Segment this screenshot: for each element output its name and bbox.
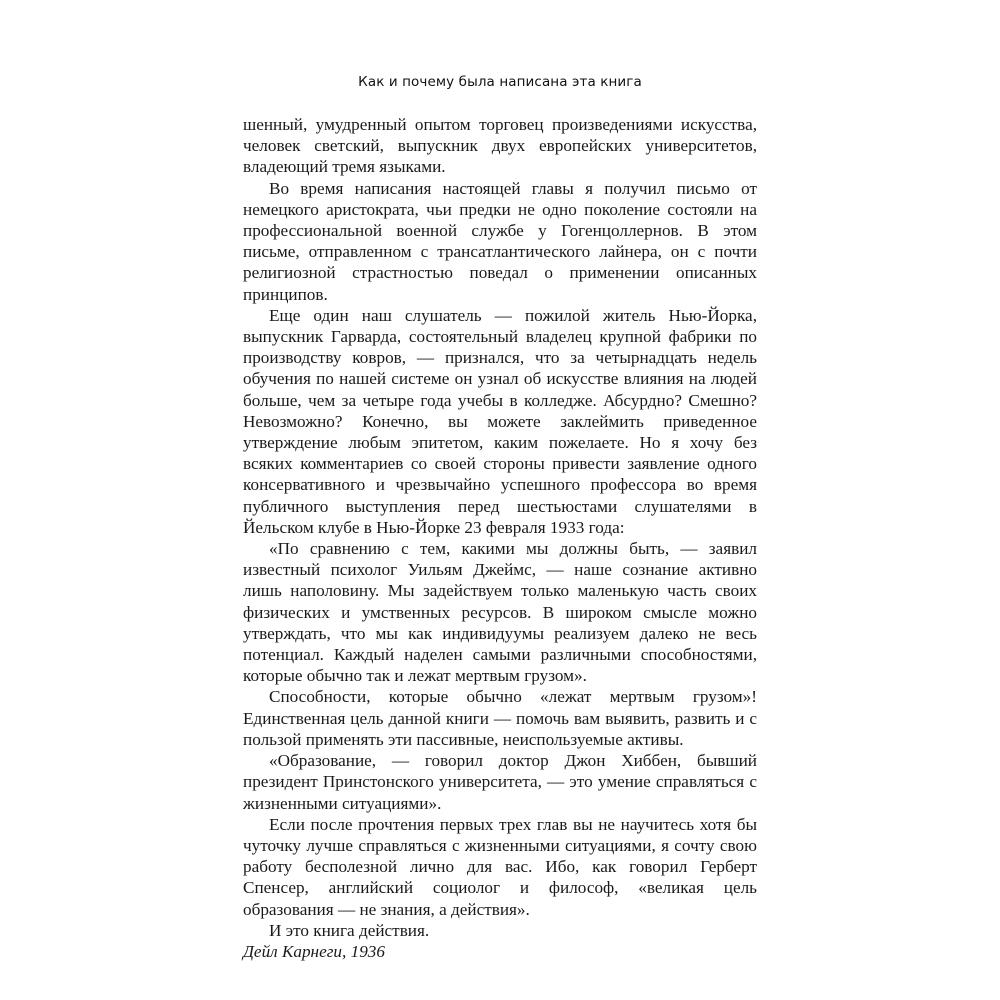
paragraph: И это книга действия. <box>269 920 430 940</box>
paragraph: шенный, умудренный опытом торговец произведениями искусства, человек светский, выпускник двух европейских университетов, владеющий тремя языками. <box>243 115 757 177</box>
paragraph: Еще один наш слушатель — пожилой житель Нью-Йорка, выпускник Гарварда, состоятельный владелец крупной фабрики по производству ковров, — признался, что за четырнадцать недель обучения по нашей системе он узнал об искусстве влияния на людей больше, чем за четыре года учебы в колледже. Абсурдно? Смешно? Невозможно? Конечно, вы можете заклеймить приведенное утверждение любым эпитетом, каким пожелаете. Но я хочу без всяких комментариев со своей стороны привести заявление одного консервативного и чрезвычайно успешного профессора во время публичного выступления перед шестьюстами слушателями в Йельском клубе в Нью-Йорке 23 февраля 1933 года: <box>243 305 757 537</box>
body-text <box>243 114 757 962</box>
paragraph: Способности, которые обычно «лежат мертвым грузом»! Единственная цель данной книги — помочь вам выявить, развить и с пользой применять эти пассивные, неиспользуемые активы. <box>243 687 757 749</box>
author-signature: Дейл Карнеги, 1936 <box>243 941 385 961</box>
quote-paragraph: «По сравнению с тем, какими мы должны быть, — заявил известный психолог Уильям Джеймс, — наше сознание активно лишь наполовину. Мы задействуем только маленькую часть своих физических и умственных ресурсов. В широком смысле можно утверждать, что мы как индивидуумы реализуем далеко не весь потенциал. Каждый наделен самыми различными способностями, которые обычно так и лежат мертвым грузом». <box>243 539 757 686</box>
paragraph: Во время написания настоящей главы я получил письмо от немецкого аристократа, чьи предки не одно поколение состояли на профессиональной военной службе у Гогенцоллернов. В этом письме, отправленном с трансатлантического лайнера, он с почти религиозной страстностью поведал о применении описанных принципов. <box>243 178 757 304</box>
quote-paragraph: «Образование, — говорил доктор Джон Хиббен, бывший президент Принстонского университета, — это умение справляться с жизненными ситуациями». <box>243 751 757 813</box>
paragraph: Если после прочтения первых трех глав вы не научитесь хотя бы чуточку лучше справляться с жизненными ситуациями, я сочту свою работу бесполезной лично для вас. Ибо, как говорил Герберт Спенсер, английский социолог и философ, «великая цель образования — не знания, а действия». <box>243 814 757 919</box>
running-head-title: Как и почему была написана эта книга <box>358 74 642 90</box>
